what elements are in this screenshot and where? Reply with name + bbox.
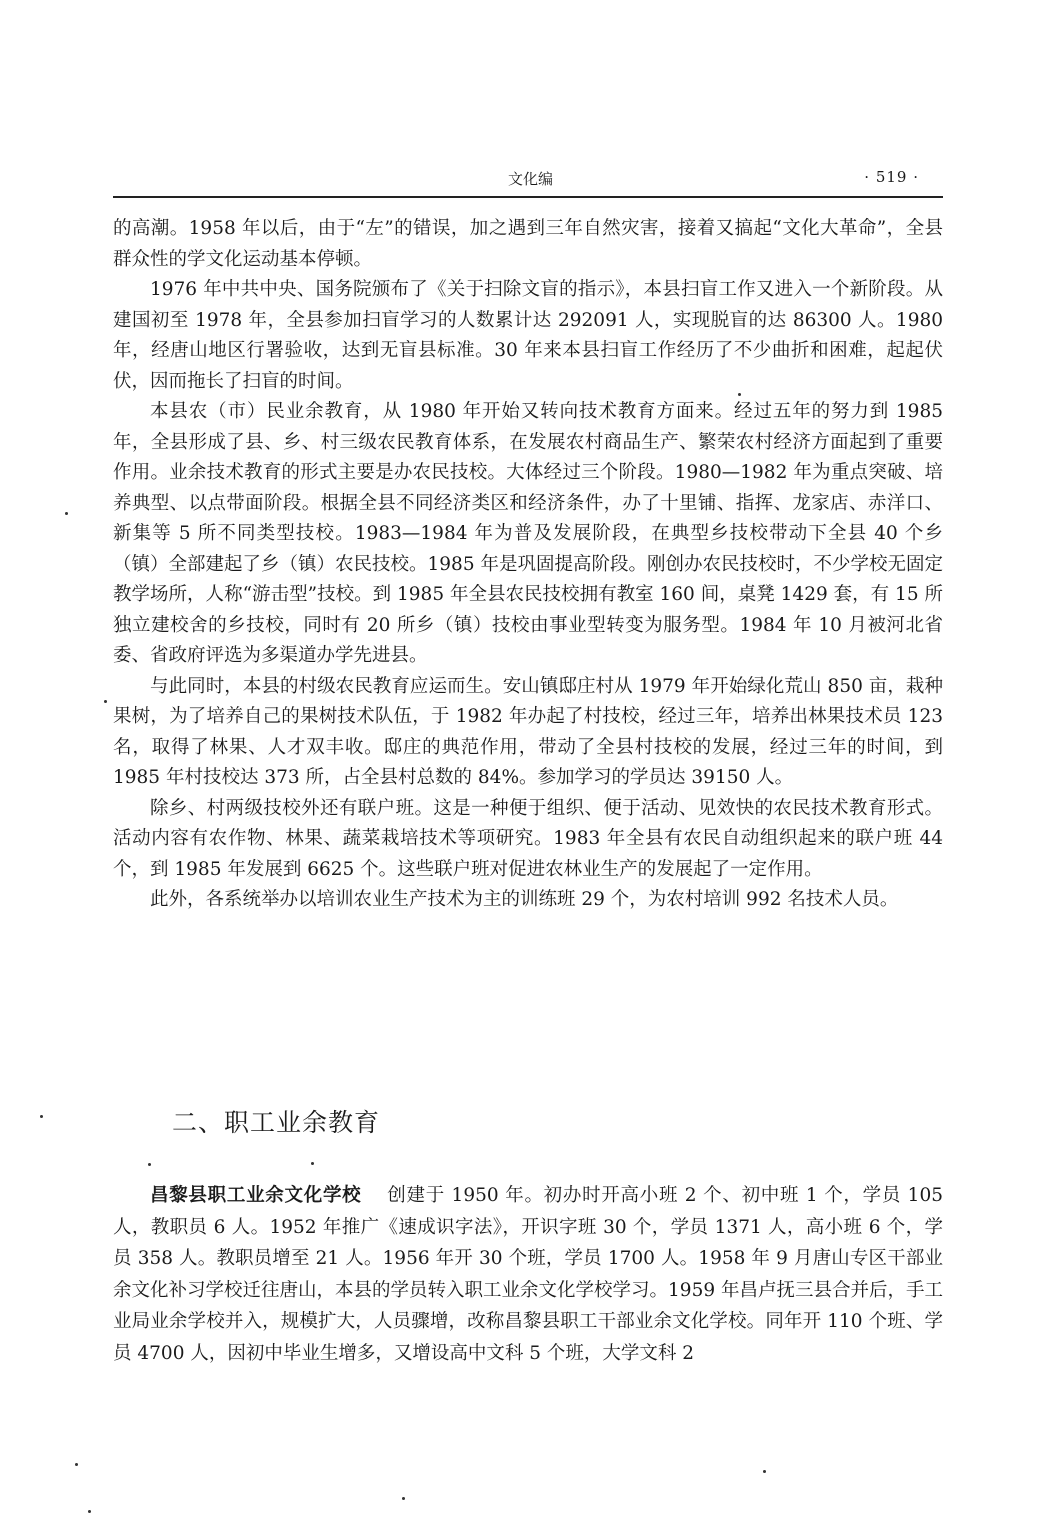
paragraph: 1976 年中共中央、国务院颁布了《关于扫除文盲的指示》，本县扫盲工作又进入一个新阶段。从建国初至 1978 年，全县参加扫盲学习的人数累计达 292091 人，实现脱盲的达 86300 人。1980 年，经唐山地区行署验收，达到无盲县标准。30 年来本县扫盲工作经历了不少曲折和困难，起起伏伏，因而拖长了扫盲的时间。 (113, 279, 943, 392)
paragraph-continued: 的高潮。1958 年以后，由于“左”的错误，加之遇到三年自然灾害，接着又搞起“文化大革命”，全县群众性的学文化运动基本停顿。 (113, 218, 943, 270)
page-number: · 519 · (864, 168, 919, 186)
scan-speck (148, 1163, 151, 1166)
header-rule (113, 196, 943, 198)
main-text (113, 214, 943, 916)
running-header (113, 164, 943, 192)
school-description: 创建于 1950 年。初办时开高小班 2 个、初中班 1 个，学员 105 人，教职员 6 人。1952 年推广《速成识字法》，开识字班 30 个，学员 1371 人，高小班 6 个，学员 358 人。教职员增至 21 人。1956 年开 30 个班，学员 1700 人。1958 年 9 月唐山专区干部业余文化补习学校迁往唐山，本县的学员转入职工业余文化学校学习。1959 年昌卢抚三县合并后，手工业局业余学校并入，规模扩大，人员骤增，改称昌黎县职工干部业余文化学校。同年开 110 个班、学员 4700 人，因初中毕业生增多，又增设高中文科 5 个班，大学文科 2 (113, 1185, 943, 1364)
header-section-title: 文化编 (508, 170, 554, 188)
scan-speck (75, 1463, 78, 1466)
scan-speck (88, 1510, 91, 1513)
scan-speck (104, 700, 107, 703)
scan-speck (402, 1497, 405, 1500)
paragraph: 此外，各系统举办以培训农业生产技术为主的训练班 29 个，为农村培训 992 名技术人员。 (150, 889, 899, 910)
paragraph: 本县农（市）民业余教育，从 1980 年开始又转向技术教育方面来。经过五年的努力到 1985 年，全县形成了县、乡、村三级农民教育体系，在发展农村商品生产、繁荣农村经济方面起到了重要作用。业余技术教育的形式主要是办农民技校。大体经过三个阶段。1980—1982 年为重点突破、培养典型、以点带面阶段。根据全县不同经济类区和经济条件，办了十里铺、指挥、龙家店、赤洋口、新集等 5 所不同类型技校。1983—1984 年为普及发展阶段，在典型乡技校带动下全县 40 个乡（镇）全部建起了乡（镇）农民技校。1985 年是巩固提高阶段。刚创办农民技校时，不少学校无固定教学场所，人称“游击型”技校。到 1985 年全县农民技校拥有教室 160 间，桌凳 1429 套，有 15 所独立建校舍的乡技校，同时有 20 所乡（镇）技校由事业型转变为服务型。1984 年 10 月被河北省委、省政府评选为多渠道办学先进县。 (113, 401, 943, 666)
paragraph: 与此同时，本县的村级农民教育应运而生。安山镇邸庄村从 1979 年开始绿化荒山 850 亩，栽种果树，为了培养自己的果树技术队伍，于 1982 年办起了村技校，经过三年，培养出林果技术员 123 名，取得了林果、人才双丰收。邸庄的典范作用，带动了全县村技校的发展，经过三年的时间，到 1985 年村技校达 373 所，占全县村总数的 84%。参加学习的学员达 39150 人。 (113, 675, 943, 788)
school-name: 昌黎县职工业余文化学校 (150, 1185, 362, 1206)
school-entry-text (113, 1180, 943, 1369)
scan-speck (763, 1470, 766, 1473)
scan-speck (40, 1115, 43, 1118)
scan-speck (311, 1162, 314, 1165)
paragraph: 除乡、村两级技校外还有联户班。这是一种便于组织、便于活动、见效快的农民技术教育形式。活动内容有农作物、林果、蔬菜栽培技术等项研究。1983 年全县有农民自动组织起来的联户班 44 个，到 1985 年发展到 6625 个。这些联户班对促进农林业生产的发展起了一定作用。 (113, 797, 943, 880)
scan-speck (65, 512, 68, 515)
scan-speck (738, 393, 741, 396)
section-heading: 二、职工业余教育 (172, 1108, 381, 1137)
school-entry-paragraph (113, 1180, 943, 1369)
